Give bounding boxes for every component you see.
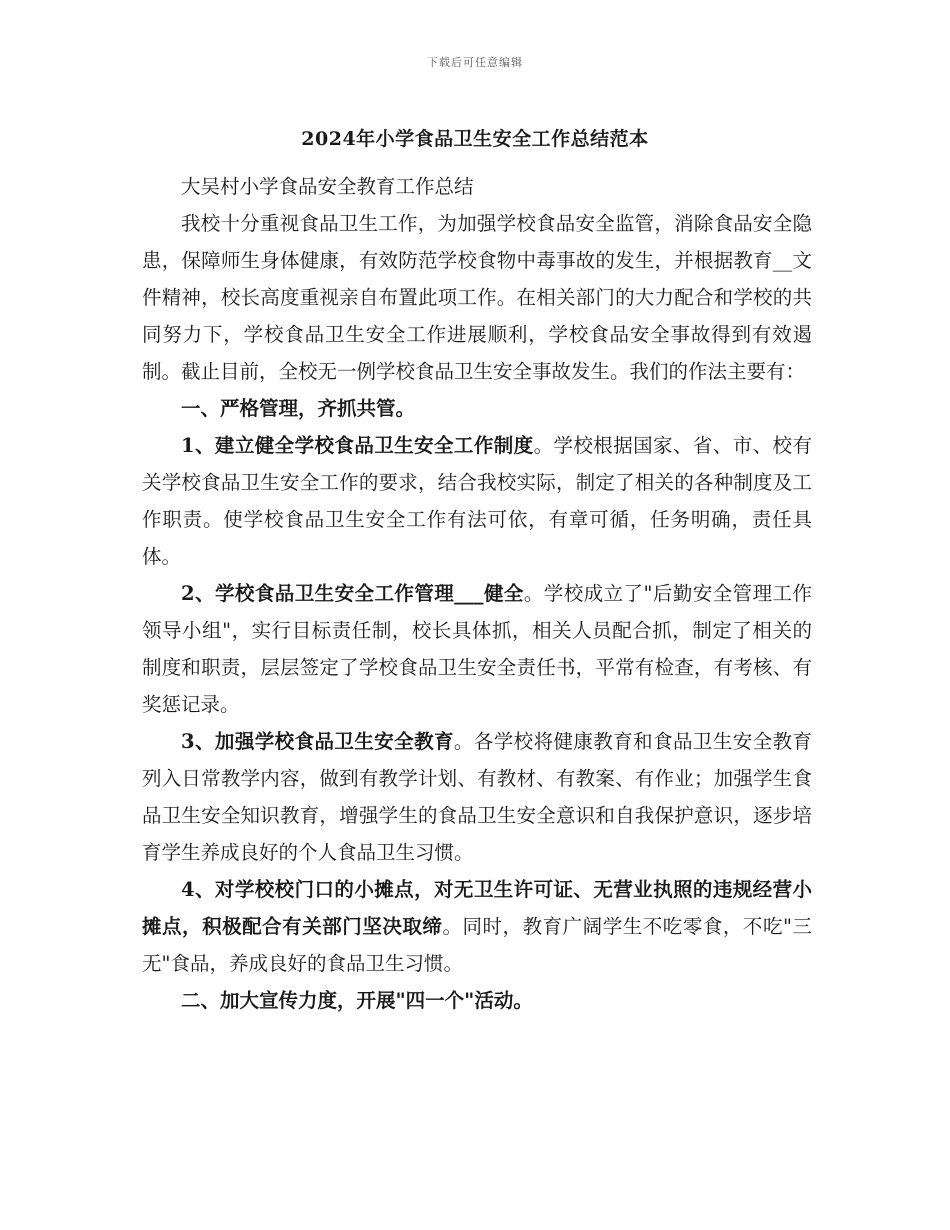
intro-paragraph: 我校十分重视食品卫生工作，为加强学校食品安全监管，消除食品安全隐患，保障师生身体健康，有效防范学校食物中毒事故的发生，并根据教育__文件精神，校长高度重视亲自布置此项工作。在相关部门的大力配合和学校的共同努力下，学校食品卫生安全工作进展顺利，学校食品安全事故得到有效遏制。截止目前，全校无一例学校食品卫生安全事故发生。我们的作法主要有：	[142, 212, 812, 383]
item-text-1: 。学校根据国家、省、市、校有关学校食品卫生安全工作的要求，结合我校实际，制定了相关的各种制度及工作职责。使学校食品卫生安全工作有法可依，有章可循，任务明确，责任具体。	[142, 434, 812, 568]
item-paragraph-1	[142, 427, 812, 575]
item-paragraph-3	[142, 723, 812, 871]
item-text-2: 。学校成立了"后勤安全管理工作领导小组"，实行目标责任制，校长具体抓，相关人员配合抓，制定了相关的制度和职责，层层签定了学校食品卫生安全责任书，平常有检查，有考核、有奖惩记录。	[142, 582, 812, 716]
item-paragraph-4	[142, 871, 812, 982]
item-text-4: 。同时，教育广阔学生不吃零食，不吃"三无"食品，养成良好的食品卫生习惯。	[142, 915, 812, 975]
item-lead-1: 1、建立健全学校食品卫生安全工作制度	[181, 434, 534, 457]
item-lead-2: 2、学校食品卫生安全工作管理___健全	[181, 582, 524, 605]
item-paragraph-2	[142, 575, 812, 723]
section-heading-2: 二、加大宣传力度，开展"四一个"活动。	[181, 989, 533, 1012]
item-lead-3: 3、加强学校食品卫生安全教育	[181, 730, 454, 753]
item-text-3: 。各学校将健康教育和食品卫生安全教育列入日常教学内容，做到有教学计划、有教材、有教案、有作业；加强学生食品卫生安全知识教育，增强学生的食品卫生安全意识和自我保护意识，逐步培育学生养成良好的个人食品卫生习惯。	[142, 730, 812, 864]
document-subtitle: 大吴村小学食品安全教育工作总结	[181, 175, 474, 198]
document-body	[142, 168, 812, 1019]
document-title: 2024年小学食品卫生安全工作总结范本	[301, 128, 649, 150]
header-note: 下载后可任意编辑	[427, 56, 523, 69]
section-heading-1: 一、严格管理，齐抓共管。	[181, 397, 416, 420]
item-lead-4: 4、对学校校门口的小摊点，对无卫生许可证、无营业执照的违规经营小摊点，积极配合有关部门坚决取缔	[142, 878, 812, 938]
